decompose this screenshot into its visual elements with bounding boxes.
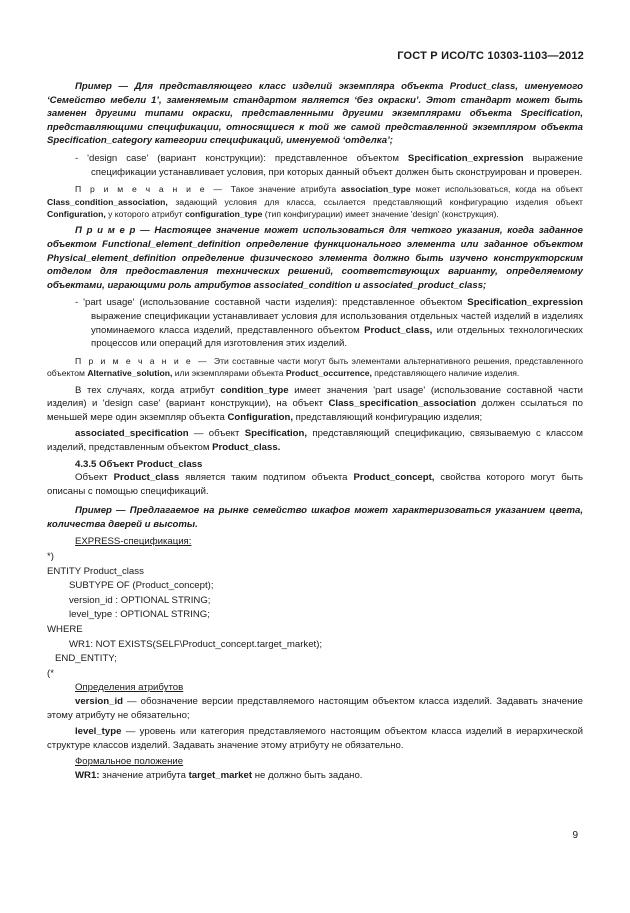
attribute-level-type: level_type — уровень или категория представляемого настоящим объектом класса изделий в иерархической структуре классов изделий. Задавать значение этому атрибуту не обязательно. (47, 726, 583, 751)
list-item-design-case: - 'design case' (вариант конструкции): представленное объектом Specification_expression выражение спецификации устанавливает условия, при которых данный объект должен быть сконструирован и проверен. (75, 152, 583, 178)
code-line: WR1: NOT EXISTS(SELF\Product_concept.target_market); (69, 638, 323, 650)
code-line: ENTITY Product_class (47, 565, 144, 577)
code-line: SUBTYPE OF (Product_concept); (69, 580, 214, 592)
code-line: END_ENTITY; (55, 653, 117, 665)
list-item-part-usage: - 'part usage' (использование составной части изделия): представленное объектом Specification_expression выражение спецификации устанавливает условия для использования отдельных частей изделий в изделиях упоминаемого класса изделий, представленного объектом Product_class, или отдельных технологических процессов или операций для изготовления этих изделий. (75, 297, 583, 350)
express-code-block (47, 550, 583, 681)
page-number: 9 (572, 830, 578, 841)
note-alternative-solution: П р и м е ч а н и е — Эти составные части могут быть элементами альтернативного решения, представленного объектом Alternative_solution, или экземплярами объекта Product_occurrence, представляющего наличие изделия. (47, 355, 584, 379)
section-heading: 4.3.5 Объект Product_class (75, 458, 203, 470)
express-label: EXPRESS-спецификация: (75, 536, 192, 548)
example-furniture: Пример — Для представляющего класс изделий экземпляра объекта Product_class, именуемого ‘Семейство мебели 1’, заменяемым стандартом является ‘без окраски’. Этот стандарт может быть заменен другими типами окраски, представленными другими экземплярами объекта Specification, представляющими спецификации, относящиеся к той же самой представленной экземпляром объекта Specification_category категории спецификаций, именуемой ‘отделка’; (47, 81, 583, 147)
example-cabinet-family: Пример — Предлагаемое на рынке семейство шкафов может характеризоваться указанием цвета, количества дверей и высоты. (47, 505, 583, 530)
formal-label: Формальное положение (75, 756, 184, 768)
paragraph-condition-type: В тех случаях, когда атрибут condition_type имеет значения 'part usage' (использование составной части изделия) и 'design case' (вариант конструкции), на объект Class_specification_association должен ссылаться по меньшей мере один экземпляр объекта Configuration, представляющий конфигурацию изделия; (47, 384, 584, 423)
note-association-type: П р и м е ч а н и е — Такое значение атрибута association_type может использоваться, когда на объект Class_condition_association, задающий условия для класса, ссылается представляющий конфигурацию изделия объект Configuration, у которого атрибут configuration_type (тип конфигурации) имеет значение 'design' (конструкция). (47, 184, 583, 219)
example-functional-element: П р и м е р — Настоящее значение может использоваться для четкого указания, когда заданное объектом Functional_element_definition определение функционального элемента или заданное объектом Physical_element_definition определение физического элемента должно быть изучено конструкторским отделом для предоставления технических решений, соответствующих варианту, определяемому объектами, играющими роль атрибутов associated_condition и associated_product_class; (47, 225, 583, 291)
attribute-version-id: version_id — обозначение версии представляемого настоящим объектом класса изделий. Задавать значение этому атрибуту не обязательно; (47, 696, 583, 721)
rule-wr1: WR1: значение атрибута target_market не должно быть задано. (75, 769, 363, 781)
code-line: *) (47, 551, 54, 563)
standard-header: ГОСТ Р ИСО/ТС 10303-1103—2012 (397, 50, 584, 62)
code-line: version_id : OPTIONAL STRING; (69, 594, 211, 606)
code-line: (* (47, 667, 54, 679)
paragraph-associated-specification: associated_specification — объект Specification, представляющий спецификацию, связываемую с классом изделий, представленным объектом Product_class. (47, 428, 584, 453)
page-content (47, 80, 583, 783)
attributes-label: Определения атрибутов (75, 682, 184, 694)
code-line: WHERE (47, 624, 83, 636)
code-line: level_type : OPTIONAL STRING; (69, 609, 210, 621)
paragraph-product-class: Объект Product_class является таким подтипом объекта Product_concept, свойства которого могут быть описаны с помощью спецификаций. (47, 472, 583, 497)
